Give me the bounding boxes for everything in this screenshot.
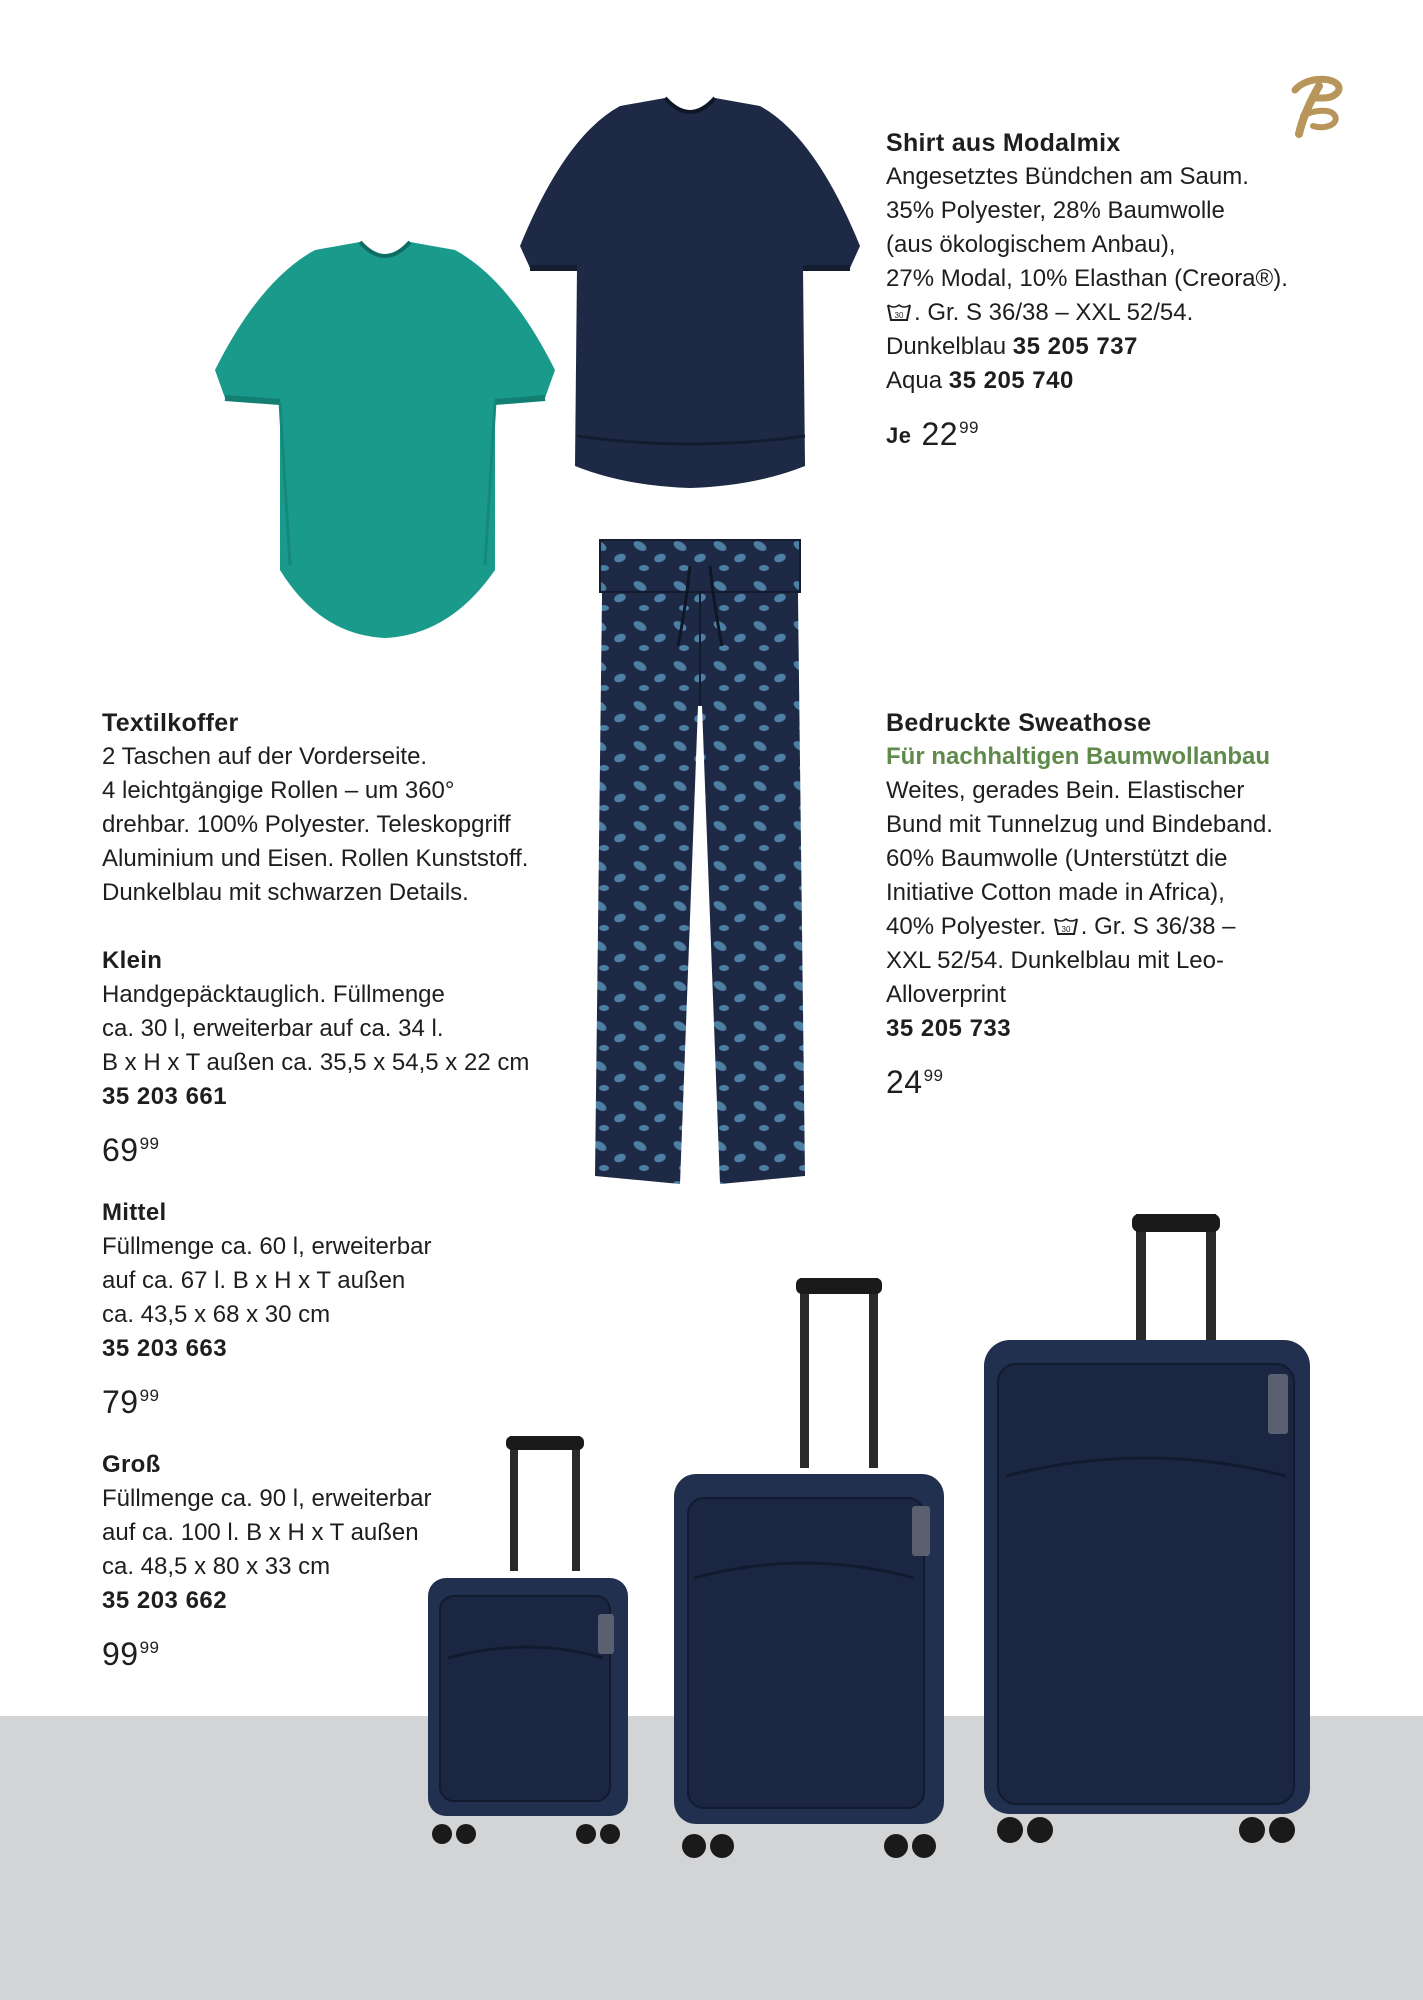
luggage-info <box>102 706 529 1676</box>
price-main: 69 <box>102 1132 139 1168</box>
pants-desc-line: Bund mit Tunnelzug und Bindeband. <box>886 811 1273 838</box>
size-price <box>102 1626 529 1676</box>
article-code: 35 205 733 <box>886 1015 1012 1042</box>
luggage-title: Textilkoffer <box>102 709 239 737</box>
size-desc-line: Füllmenge ca. 90 l, erweiterbar <box>102 1485 432 1512</box>
size-gross <box>102 1448 529 1676</box>
price-main: 24 <box>886 1064 923 1100</box>
shirt-desc-line: 27% Modal, 10% Elasthan (Creora®). <box>886 265 1288 292</box>
shirt-size-line <box>886 296 1288 330</box>
size-price <box>102 1374 529 1424</box>
shirt-variant <box>886 330 1288 364</box>
shirt-desc-line: 35% Polyester, 28% Baumwolle <box>886 197 1225 224</box>
price-main: 99 <box>102 1636 139 1672</box>
svg-text:30: 30 <box>894 311 904 320</box>
size-name: Groß <box>102 1451 161 1478</box>
luggage-desc-line: Dunkelblau mit schwarzen Details. <box>102 879 469 906</box>
shirt-size-text: . Gr. S 36/38 – XXL 52/54. <box>914 299 1194 326</box>
price-cents: 99 <box>139 1134 160 1153</box>
article-code: 35 203 663 <box>102 1335 228 1362</box>
shirt-title: Shirt aus Modalmix <box>886 129 1121 157</box>
price-main: 79 <box>102 1384 139 1420</box>
size-desc-line: Füllmenge ca. 60 l, erweiterbar <box>102 1233 432 1260</box>
variant-label: Dunkelblau <box>886 333 1007 360</box>
pants-size-text: . Gr. S 36/38 – <box>1080 913 1236 940</box>
pants-desc-line: Weites, gerades Bein. Elastischer <box>886 777 1245 804</box>
variant-label: Aqua <box>886 367 943 394</box>
article-code: 35 203 661 <box>102 1083 228 1110</box>
price-prefix: Je <box>886 423 912 448</box>
luggage-desc-line: 4 leichtgängige Rollen – um 360° <box>102 777 455 804</box>
price-cents: 99 <box>923 1066 944 1085</box>
shirt-desc-line: Angesetztes Bündchen am Saum. <box>886 163 1249 190</box>
price-cents: 99 <box>139 1638 160 1657</box>
size-desc-line: B x H x T außen ca. 35,5 x 54,5 x 22 cm <box>102 1049 530 1076</box>
luggage-desc-line: 2 Taschen auf der Vorderseite. <box>102 743 428 770</box>
brand-logo-icon <box>1285 72 1345 140</box>
size-desc-line: Handgepäcktauglich. Füllmenge <box>102 981 445 1008</box>
size-desc-line: auf ca. 100 l. B x H x T außen <box>102 1519 419 1546</box>
shirt-variant <box>886 364 1288 398</box>
wash-30-icon <box>1053 916 1079 936</box>
navy-shirt-image <box>515 96 865 496</box>
suitcase-medium-image <box>664 1278 954 1878</box>
size-klein <box>102 944 529 1172</box>
pants-desc-line: 60% Baumwolle (Unterstützt die <box>886 845 1228 872</box>
size-price <box>102 1122 529 1172</box>
wash-30-icon <box>886 302 912 322</box>
size-desc-line: ca. 43,5 x 68 x 30 cm <box>102 1301 331 1328</box>
leo-pants-image <box>590 536 810 1196</box>
aqua-shirt-image <box>210 240 560 640</box>
pants-subtitle: Für nachhaltigen Baumwollanbau <box>886 743 1271 770</box>
suitcase-large-image <box>976 1214 1316 1860</box>
luggage-desc-line: Aluminium und Eisen. Rollen Kunststoff. <box>102 845 529 872</box>
price-cents: 99 <box>139 1386 160 1405</box>
size-desc-line: auf ca. 67 l. B x H x T außen <box>102 1267 406 1294</box>
pants-info <box>886 706 1273 1104</box>
size-mittel <box>102 1196 529 1424</box>
shirt-price <box>886 406 1288 458</box>
price-cents: 99 <box>959 418 979 437</box>
article-code: 35 205 737 <box>1012 333 1138 360</box>
size-desc-line: ca. 48,5 x 80 x 33 cm <box>102 1553 331 1580</box>
pants-material-text: 40% Polyester. <box>886 913 1047 940</box>
shirt-info <box>886 126 1288 458</box>
pants-desc-line: XXL 52/54. Dunkelblau mit Leo- <box>886 947 1224 974</box>
svg-text:30: 30 <box>1061 925 1071 934</box>
size-desc-line: ca. 30 l, erweiterbar auf ca. 34 l. <box>102 1015 444 1042</box>
article-code: 35 205 740 <box>948 367 1074 394</box>
luggage-desc-line: drehbar. 100% Polyester. Teleskopgriff <box>102 811 511 838</box>
size-name: Klein <box>102 947 163 974</box>
article-code: 35 203 662 <box>102 1587 228 1614</box>
shirt-desc-line: (aus ökologischem Anbau), <box>886 231 1176 258</box>
pants-desc-line: Initiative Cotton made in Africa), <box>886 879 1225 906</box>
pants-size-line <box>886 910 1273 944</box>
pants-title: Bedruckte Sweathose <box>886 709 1152 737</box>
pants-price <box>886 1054 1273 1104</box>
size-name: Mittel <box>102 1199 167 1226</box>
pants-desc-line: Alloverprint <box>886 981 1007 1008</box>
price-main: 22 <box>921 416 959 452</box>
